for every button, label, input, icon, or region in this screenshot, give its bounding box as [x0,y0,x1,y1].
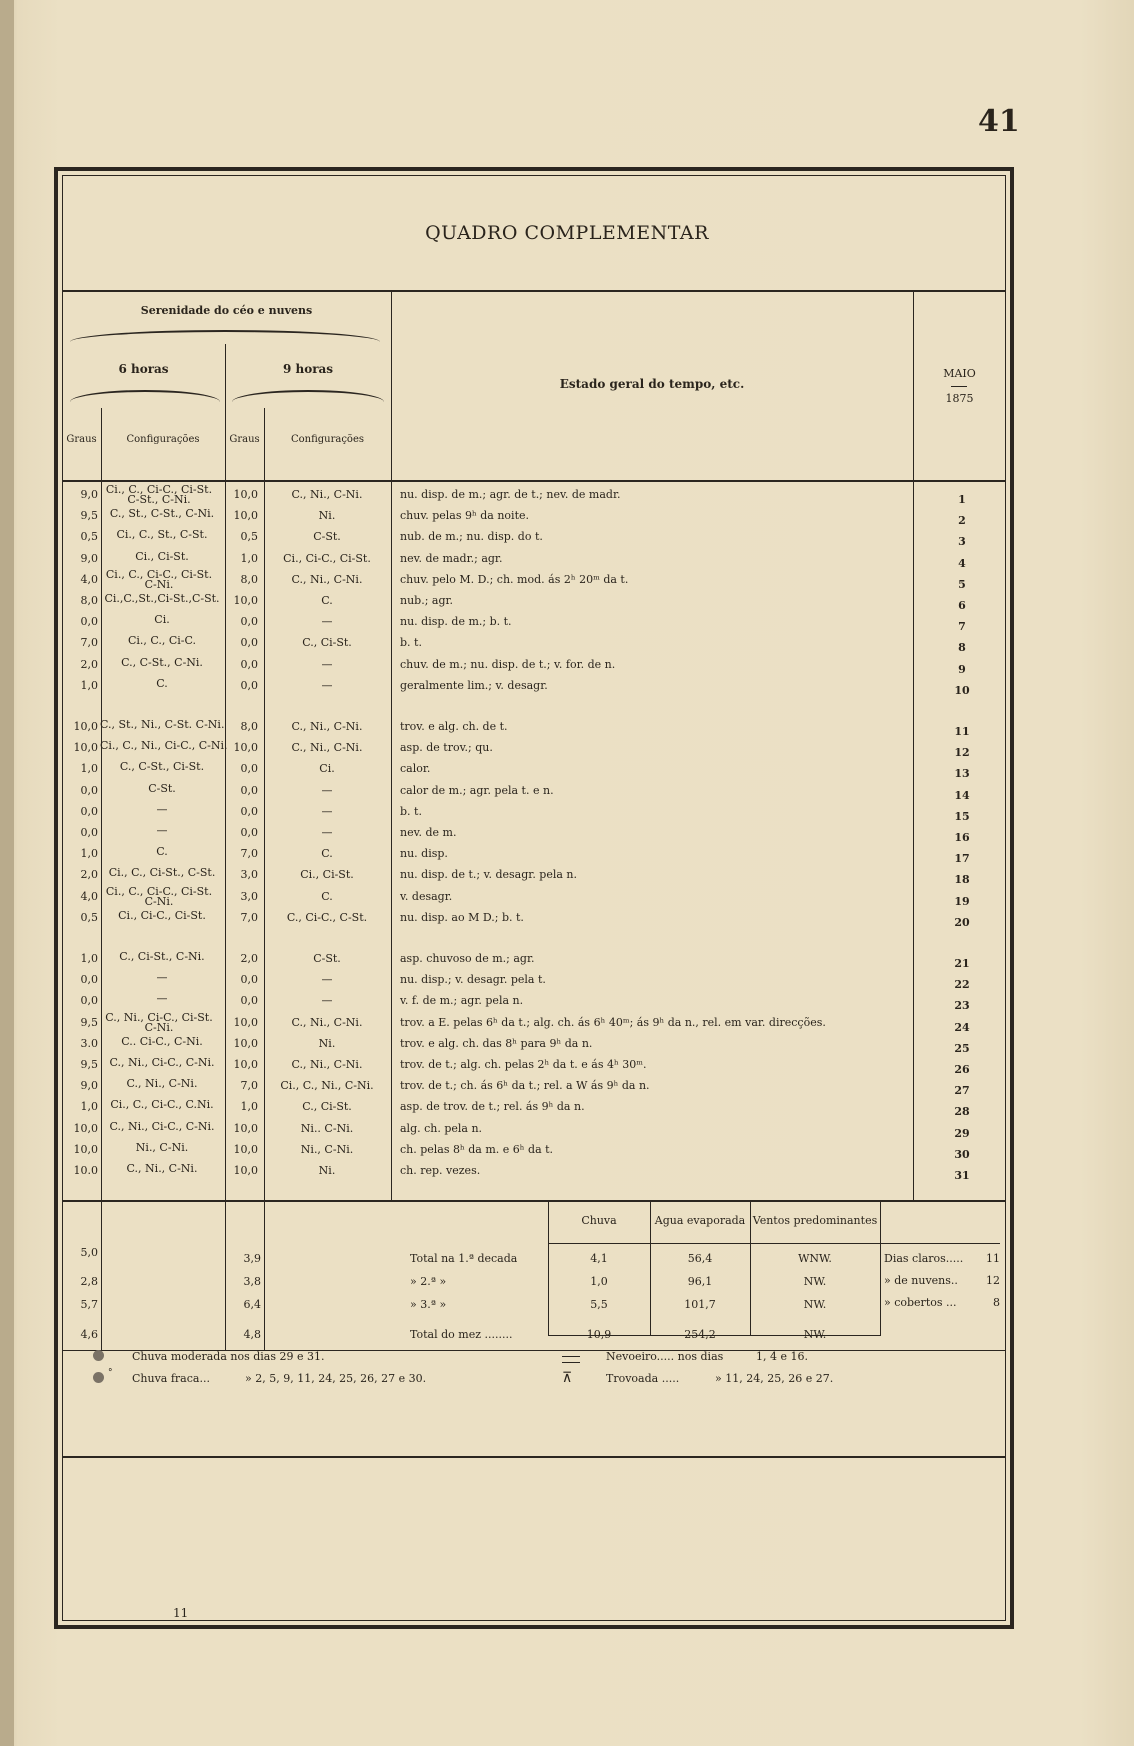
day-number: 10 [954,683,970,697]
cloud-degree-9h: 0,0 [240,826,258,839]
weather-state: nub. de m.; nu. disp. do t. [400,530,543,544]
summary-degree-9h: 3,9 [243,1252,261,1265]
day-number: 14 [954,788,970,802]
day-number: 8 [958,641,966,655]
cloud-degree-6h: 2,0 [80,868,98,882]
cloud-degree-9h: 0,0 [240,657,258,671]
table-row [62,970,1006,991]
table-row [62,676,1006,697]
day-number: 3 [958,535,966,549]
cloud-degree-9h: 0,0 [240,636,258,650]
cloud-degree-9h: 0,0 [240,994,258,1008]
day-number: 27 [954,1084,970,1098]
cloud-config-9h: C., Ni., C-Ni. [291,572,363,586]
cloud-config-6h: C., Ci-St., C-Ni. [119,950,205,963]
summary-ventos: NW. [803,1298,827,1311]
sum-rule-1 [101,1202,102,1350]
header-graus-6: Graus [66,434,97,445]
cloud-degree-6h: 10,0 [73,741,98,755]
cloud-degree-9h: 10,0 [233,1015,258,1029]
sum-header-ventos: Ventos predominantes [752,1214,878,1227]
trovoada-icon: ⊼ [562,1370,573,1386]
header-6-horas: 6 horas [118,362,169,376]
weather-state: b. t. [400,636,422,650]
cloud-degree-6h: 9,5 [80,1058,98,1071]
summary-agua: 254,2 [684,1328,716,1341]
cloud-config-6h: C., St., C-St., C-Ni. [109,507,215,521]
day-number: 21 [954,957,970,970]
weather-state: asp. de trov.; qu. [400,741,493,755]
cloud-config-6h: — [156,802,168,816]
table-row [62,1034,1006,1055]
sum-rule-3 [264,1202,265,1350]
weather-state: ch. rep. vezes. [400,1164,481,1177]
cloud-config-6h: Ci., C., Ni., Ci-C., C-Ni. [100,739,228,753]
header-bottom-rule [62,480,1006,482]
summary-dias-label: Dias claros..... [884,1252,964,1265]
day-number: 4 [958,556,966,570]
day-number: 18 [954,873,970,887]
table-row [62,844,1006,865]
cloud-config-6h: C-St. [148,781,176,795]
cloud-degree-6h: 8,0 [80,594,98,607]
summary-dias-label: » cobertos ... [884,1296,957,1309]
cloud-config-9h: — [321,678,333,692]
summary-ventos: WNW. [798,1252,832,1265]
summary-degree-9h: 3,8 [243,1275,261,1288]
cloud-config-9h: — [321,804,333,818]
book-spine [0,0,14,1746]
cloud-config-6h: Ci., Ci-C., Ci-St. [118,908,206,922]
weather-state: nu. disp. de m.; b. t. [400,615,512,629]
weather-state: trov. e alg. ch. das 8ʰ para 9ʰ da n. [400,1036,593,1050]
table-row [62,717,1006,738]
cloud-degree-6h: 0,0 [80,783,98,797]
day-number: 16 [954,831,970,844]
weather-state: nu. disp.; v. desagr. pela t. [400,973,546,987]
cloud-config-6h: Ci. [154,613,170,627]
summary-dias-value: 12 [986,1274,1000,1287]
day-number: 2 [958,514,966,528]
cloud-config-6h: Ci., C., Ci-C., Ci-St. C-St., C-Ni. [105,483,213,506]
cloud-degree-6h: 4,0 [80,572,98,586]
weather-state: geralmente lim.; v. desagr. [400,678,548,692]
day-number: 12 [954,746,970,760]
chuva-fraca-icon [93,1372,104,1383]
weather-state: chuv. pelo M. D.; ch. mod. ás 2ʰ 20ᵐ da t. [400,572,629,586]
cloud-config-9h: Ni. [318,1036,336,1050]
day-number: 17 [954,852,970,866]
cloud-config-9h: Ci. [319,762,335,776]
cloud-config-9h: — [321,657,333,671]
weather-state: trov. e alg. ch. de t. [400,720,508,733]
day-number: 20 [954,915,970,929]
cloud-config-9h: C. [321,594,333,607]
cloud-degree-6h: 2,0 [80,657,98,671]
weather-state: trov. de t.; alg. ch. pelas 2ʰ da t. e ás 4ʰ 30ᵐ. [400,1058,647,1071]
cloud-degree-6h: 0,0 [80,826,98,839]
day-number: 13 [954,767,970,781]
table-row [62,823,1006,844]
summary-degree-6h: 4,6 [80,1328,98,1341]
cloud-degree-6h: 3.0 [80,1036,98,1050]
header-serenidade: Serenidade do céo e nuvens [140,304,313,317]
cloud-degree-6h: 10,0 [73,1121,98,1135]
sum-header-rule [548,1243,1000,1244]
weather-state: asp. de trov. de t.; rel. ás 9ʰ da n. [400,1100,585,1114]
cloud-degree-9h: 10,0 [233,1164,258,1177]
cloud-config-6h: Ci., C., Ci-C. [127,634,197,648]
cloud-degree-6h: 7,0 [80,636,98,650]
header-top-rule [62,290,1006,292]
weather-state: nu. disp. de m.; agr. de t.; nev. de madr. [400,488,621,501]
cloud-degree-6h: 1,0 [80,952,98,965]
summary-chuva: 1,0 [590,1275,608,1288]
cloud-degree-9h: 0,5 [240,530,258,544]
weather-state: chuv. de m.; nu. disp. de t.; v. for. de n. [400,657,616,671]
cloud-degree-9h: 0,0 [240,678,258,692]
cloud-degree-9h: 0,0 [240,762,258,776]
cloud-degree-6h: 1,0 [80,1100,98,1114]
cloud-degree-6h: 10.0 [73,1164,98,1177]
day-number: 23 [954,999,970,1013]
signature-number: 11 [173,1606,189,1620]
day-number: 6 [958,599,966,612]
summary-label: » 3.ª » [410,1298,447,1311]
page-number: 41 [978,104,1020,139]
cloud-degree-6h: 9,5 [80,1015,98,1029]
cloud-config-6h: C., St., Ni., C-St. C-Ni. [100,718,225,731]
header-config-6: Configurações [126,434,200,445]
cloud-config-6h: — [156,824,168,837]
cloud-degree-6h: 1,0 [80,762,98,776]
table-row [62,1010,1006,1034]
chuva-fraca-mark: ° [108,1368,113,1378]
legend-trovoada-label: Trovoada ..... [606,1372,680,1385]
cloud-config-6h: C., Ni., Ci-C., C-Ni. [109,1119,215,1133]
day-number: 9 [958,662,966,676]
extra-rule [62,1456,1006,1458]
cloud-config-6h: Ci., Ci-St. [135,549,189,563]
summary-label: Total do mez ........ [410,1328,513,1341]
cloud-degree-9h: 10,0 [233,1058,258,1071]
cloud-degree-9h: 3,0 [240,889,258,903]
summary-degree-9h: 6,4 [243,1298,261,1311]
day-number: 25 [954,1041,970,1055]
table-row [62,949,1006,970]
cloud-config-9h: Ni. [318,509,336,523]
cloud-degree-9h: 10,0 [233,1142,258,1156]
weather-state: nev. de madr.; agr. [400,551,503,565]
table-row [62,567,1006,591]
weather-state: nev. de m. [400,826,457,839]
cloud-degree-6h: 0,5 [80,530,98,544]
cloud-degree-9h: 0,0 [240,804,258,818]
header-9-horas: 9 horas [282,362,334,376]
table-row [62,1119,1006,1140]
weather-state: nu. disp. [400,847,448,861]
day-number: 24 [954,1020,970,1034]
header-month: MAIO [943,367,976,380]
cloud-config-6h: Ci., C., Ci-C., Ci-St. C-Ni. [105,884,213,908]
day-number: 29 [954,1126,970,1140]
summary-chuva: 4,1 [590,1252,608,1265]
weather-state: nu. disp. de t.; v. desagr. pela n. [400,868,578,882]
table-row [62,527,1006,548]
cloud-config-9h: C. [321,847,333,861]
summary-dias-value: 11 [986,1252,1000,1265]
summary-chuva: 10,9 [586,1328,612,1341]
table-row [62,865,1006,886]
legend-chuva-moderada: Chuva moderada nos dias 29 e 31. [132,1350,325,1363]
cloud-config-9h: C., Ni., C-Ni. [291,720,363,733]
cloud-config-6h: Ci., C., St., C-St. [116,528,208,542]
cloud-config-9h: C., Ni., C-Ni. [291,488,363,501]
chuva-moderada-icon [93,1350,104,1361]
cloud-degree-6h: 1,0 [80,678,98,692]
cloud-config-9h: C. [321,889,333,903]
summary-label: Total na 1.ª decada [410,1252,518,1265]
cloud-config-9h: C., Ni., C-Ni. [291,1058,363,1071]
summary-agua: 101,7 [684,1298,716,1311]
cloud-degree-6h: 9,0 [80,488,98,501]
table-bottom-rule [62,1200,1006,1202]
cloud-degree-6h: 0,0 [80,615,98,629]
weather-state: trov. de t.; ch. ás 6ʰ da t.; rel. a W ás 9ʰ da n. [400,1079,650,1093]
day-number: 28 [954,1105,970,1119]
cloud-degree-6h: 0,5 [80,910,98,924]
cloud-degree-9h: 10,0 [233,509,258,523]
cloud-config-6h: C., C-St., C-Ni. [121,655,203,669]
page-title: QUADRO COMPLEMENTAR [425,222,709,244]
cloud-config-6h: — [156,971,168,985]
header-config-9: Configurações [290,434,365,445]
cloud-degree-6h: 0,0 [80,804,98,818]
table-row [62,1140,1006,1161]
legend-nevoeiro-days: 1, 4 e 16. [756,1350,808,1363]
weather-state: b. t. [400,804,422,818]
table-row [62,1097,1006,1118]
weather-state: calor de m.; agr. pela t. e n. [400,783,554,797]
day-number: 22 [954,978,970,992]
weather-state: nub.; agr. [400,594,454,607]
day-number: 7 [958,620,966,634]
legend-chuva-fraca-days: » 2, 5, 9, 11, 24, 25, 26, 27 e 30. [245,1372,427,1385]
summary-degree-6h: 2,8 [80,1275,98,1288]
cloud-config-9h: — [321,973,333,987]
summary-dias-label: » de nuvens.. [884,1274,958,1287]
cloud-config-6h: C., Ni., Ci-C., C-Ni. [109,1056,215,1069]
sum-header-chuva: Chuva [581,1214,617,1227]
cloud-config-6h: C., Ni., Ci-C., Ci-St. C-Ni. [105,1010,213,1034]
cloud-config-6h: Ci.,C.,St.,Ci-St.,C-St. [104,592,220,605]
cloud-config-6h: — [156,992,168,1006]
weather-state: v. desagr. [400,889,453,903]
table-row [62,991,1006,1012]
cloud-degree-9h: 10,0 [233,1121,258,1135]
cloud-degree-6h: 10,0 [73,720,98,733]
cloud-config-9h: — [321,826,333,839]
summary-degree-6h: 5,7 [80,1298,98,1311]
summary-ventos: NW. [803,1275,827,1288]
table-row [62,485,1006,506]
cloud-degree-9h: 10,0 [233,1036,258,1050]
table-row [62,655,1006,676]
summary-label: » 2.ª » [410,1275,447,1288]
header-estado: Estado geral do tempo, etc. [559,377,745,391]
cloud-config-6h: C. [156,845,168,859]
cloud-degree-9h: 8,0 [240,720,258,733]
weather-state: ch. pelas 8ʰ da m. e 6ʰ da t. [400,1142,554,1156]
table-row [62,884,1006,908]
sum-rule-7 [880,1202,881,1336]
legend-nevoeiro-label: Nevoeiro..... nos dias [606,1350,724,1363]
cloud-config-9h: — [321,783,333,797]
table-row [62,1161,1006,1182]
header-graus-9: Graus [229,434,260,445]
summary-dias-value: 8 [993,1296,1000,1309]
day-number: 31 [954,1169,970,1182]
day-number: 19 [954,894,970,908]
cloud-degree-6h: 1,0 [80,847,98,861]
day-number: 11 [954,725,970,738]
nevoeiro-icon [562,1356,580,1363]
day-number: 1 [958,493,966,506]
cloud-degree-9h: 0,0 [240,615,258,629]
table-row [62,506,1006,527]
cloud-degree-9h: 3,0 [240,868,258,882]
cloud-degree-9h: 10,0 [233,488,258,501]
cloud-degree-6h: 0,0 [80,973,98,987]
cloud-config-6h: C. [156,676,168,690]
cloud-config-9h: Ci., Ci-St. [300,868,354,882]
table-row [62,802,1006,823]
weather-state: v. f. de m.; agr. pela n. [400,994,524,1008]
cloud-config-6h: Ci., C., Ci-C., Ci-St. C-Ni. [105,567,213,591]
cloud-degree-9h: 2,0 [240,952,258,965]
weather-state: alg. ch. pela n. [400,1121,483,1135]
sum-rule-2 [225,1202,226,1350]
cloud-degree-9h: 0,0 [240,783,258,797]
summary-agua: 56,4 [687,1252,713,1265]
table-row [62,591,1006,612]
table-row [62,908,1006,929]
table-row [62,633,1006,654]
cloud-config-6h: C., Ni., C-Ni. [126,1077,198,1091]
legend-trovoada-days: » 11, 24, 25, 26 e 27. [715,1372,834,1385]
cloud-config-9h: Ni.. C-Ni. [300,1121,354,1135]
table-row [62,1076,1006,1097]
weather-state: nu. disp. ao M D.; b. t. [400,910,524,924]
cloud-degree-6h: 9,5 [80,509,98,523]
weather-state: trov. a E. pelas 6ʰ da t.; alg. ch. ás 6ʰ 40ᵐ; ás 9ʰ da n., rel. em var. direcções. [400,1015,826,1029]
header-year: 1875 [945,392,974,405]
cloud-config-6h: Ni., C-Ni. [135,1140,189,1154]
cloud-config-9h: C., Ni., C-Ni. [291,1015,363,1029]
cloud-config-6h: Ci., C., Ci-St., C-St. [108,866,216,880]
cloud-config-6h: C., C-St., Ci-St. [119,760,205,774]
cloud-config-9h: C., Ci-C., C-St. [286,910,368,924]
cloud-degree-9h: 1,0 [240,1100,258,1114]
cloud-config-9h: Ni., C-Ni. [300,1142,354,1156]
summary-ventos: NW. [803,1328,827,1341]
summary-degree-9h: 4,8 [243,1328,261,1341]
cloud-config-9h: — [321,994,333,1008]
sum-header-agua: Agua evaporada [654,1214,746,1227]
table-row [62,759,1006,780]
weather-state: chuv. pelas 9ʰ da noite. [400,509,530,523]
cloud-config-9h: Ci., Ci-C., Ci-St. [283,551,371,565]
summary-degree-6h: 5,0 [80,1246,98,1259]
table-row [62,1055,1006,1076]
day-number: 30 [954,1147,970,1161]
cloud-config-6h: C.. Ci-C., C-Ni. [121,1034,203,1048]
table-row [62,612,1006,633]
table-row [62,738,1006,759]
cloud-degree-9h: 0,0 [240,973,258,987]
cloud-degree-9h: 7,0 [240,847,258,861]
cloud-config-9h: C., Ci-St. [302,1100,352,1114]
legend-chuva-fraca-label: Chuva fraca... [132,1372,210,1385]
cloud-degree-9h: 7,0 [240,1079,258,1093]
cloud-degree-6h: 0,0 [80,994,98,1008]
cloud-degree-9h: 10,0 [233,594,258,607]
cloud-config-6h: Ci., C., Ci-C., C.Ni. [110,1098,214,1112]
table-row [62,781,1006,802]
cloud-config-9h: C., Ci-St. [302,636,352,650]
header-month-dash [951,386,967,387]
table-row [62,549,1006,570]
cloud-degree-9h: 10,0 [233,741,258,755]
summary-agua: 96,1 [687,1275,713,1288]
cloud-config-9h: C-St. [313,952,341,965]
cloud-config-9h: Ni. [318,1164,336,1177]
cloud-degree-9h: 7,0 [240,910,258,924]
cloud-degree-6h: 9,0 [80,1079,98,1093]
cloud-config-9h: C., Ni., C-Ni. [291,741,363,755]
cloud-degree-9h: 1,0 [240,551,258,565]
cloud-degree-6h: 10,0 [73,1142,98,1156]
summary-chuva: 5,5 [590,1298,608,1311]
weather-state: asp. chuvoso de m.; agr. [400,952,535,965]
cloud-degree-6h: 4,0 [80,889,98,903]
cloud-config-9h: — [321,615,333,629]
cloud-degree-6h: 9,0 [80,551,98,565]
day-number: 15 [954,809,970,823]
cloud-degree-9h: 8,0 [240,572,258,586]
weather-state: calor. [400,762,431,776]
day-number: 5 [958,577,966,591]
cloud-config-9h: C-St. [313,530,341,544]
cloud-config-9h: Ci., C., Ni., C-Ni. [280,1079,374,1093]
cloud-config-6h: C., Ni., C-Ni. [126,1162,198,1175]
day-number: 26 [954,1063,970,1076]
